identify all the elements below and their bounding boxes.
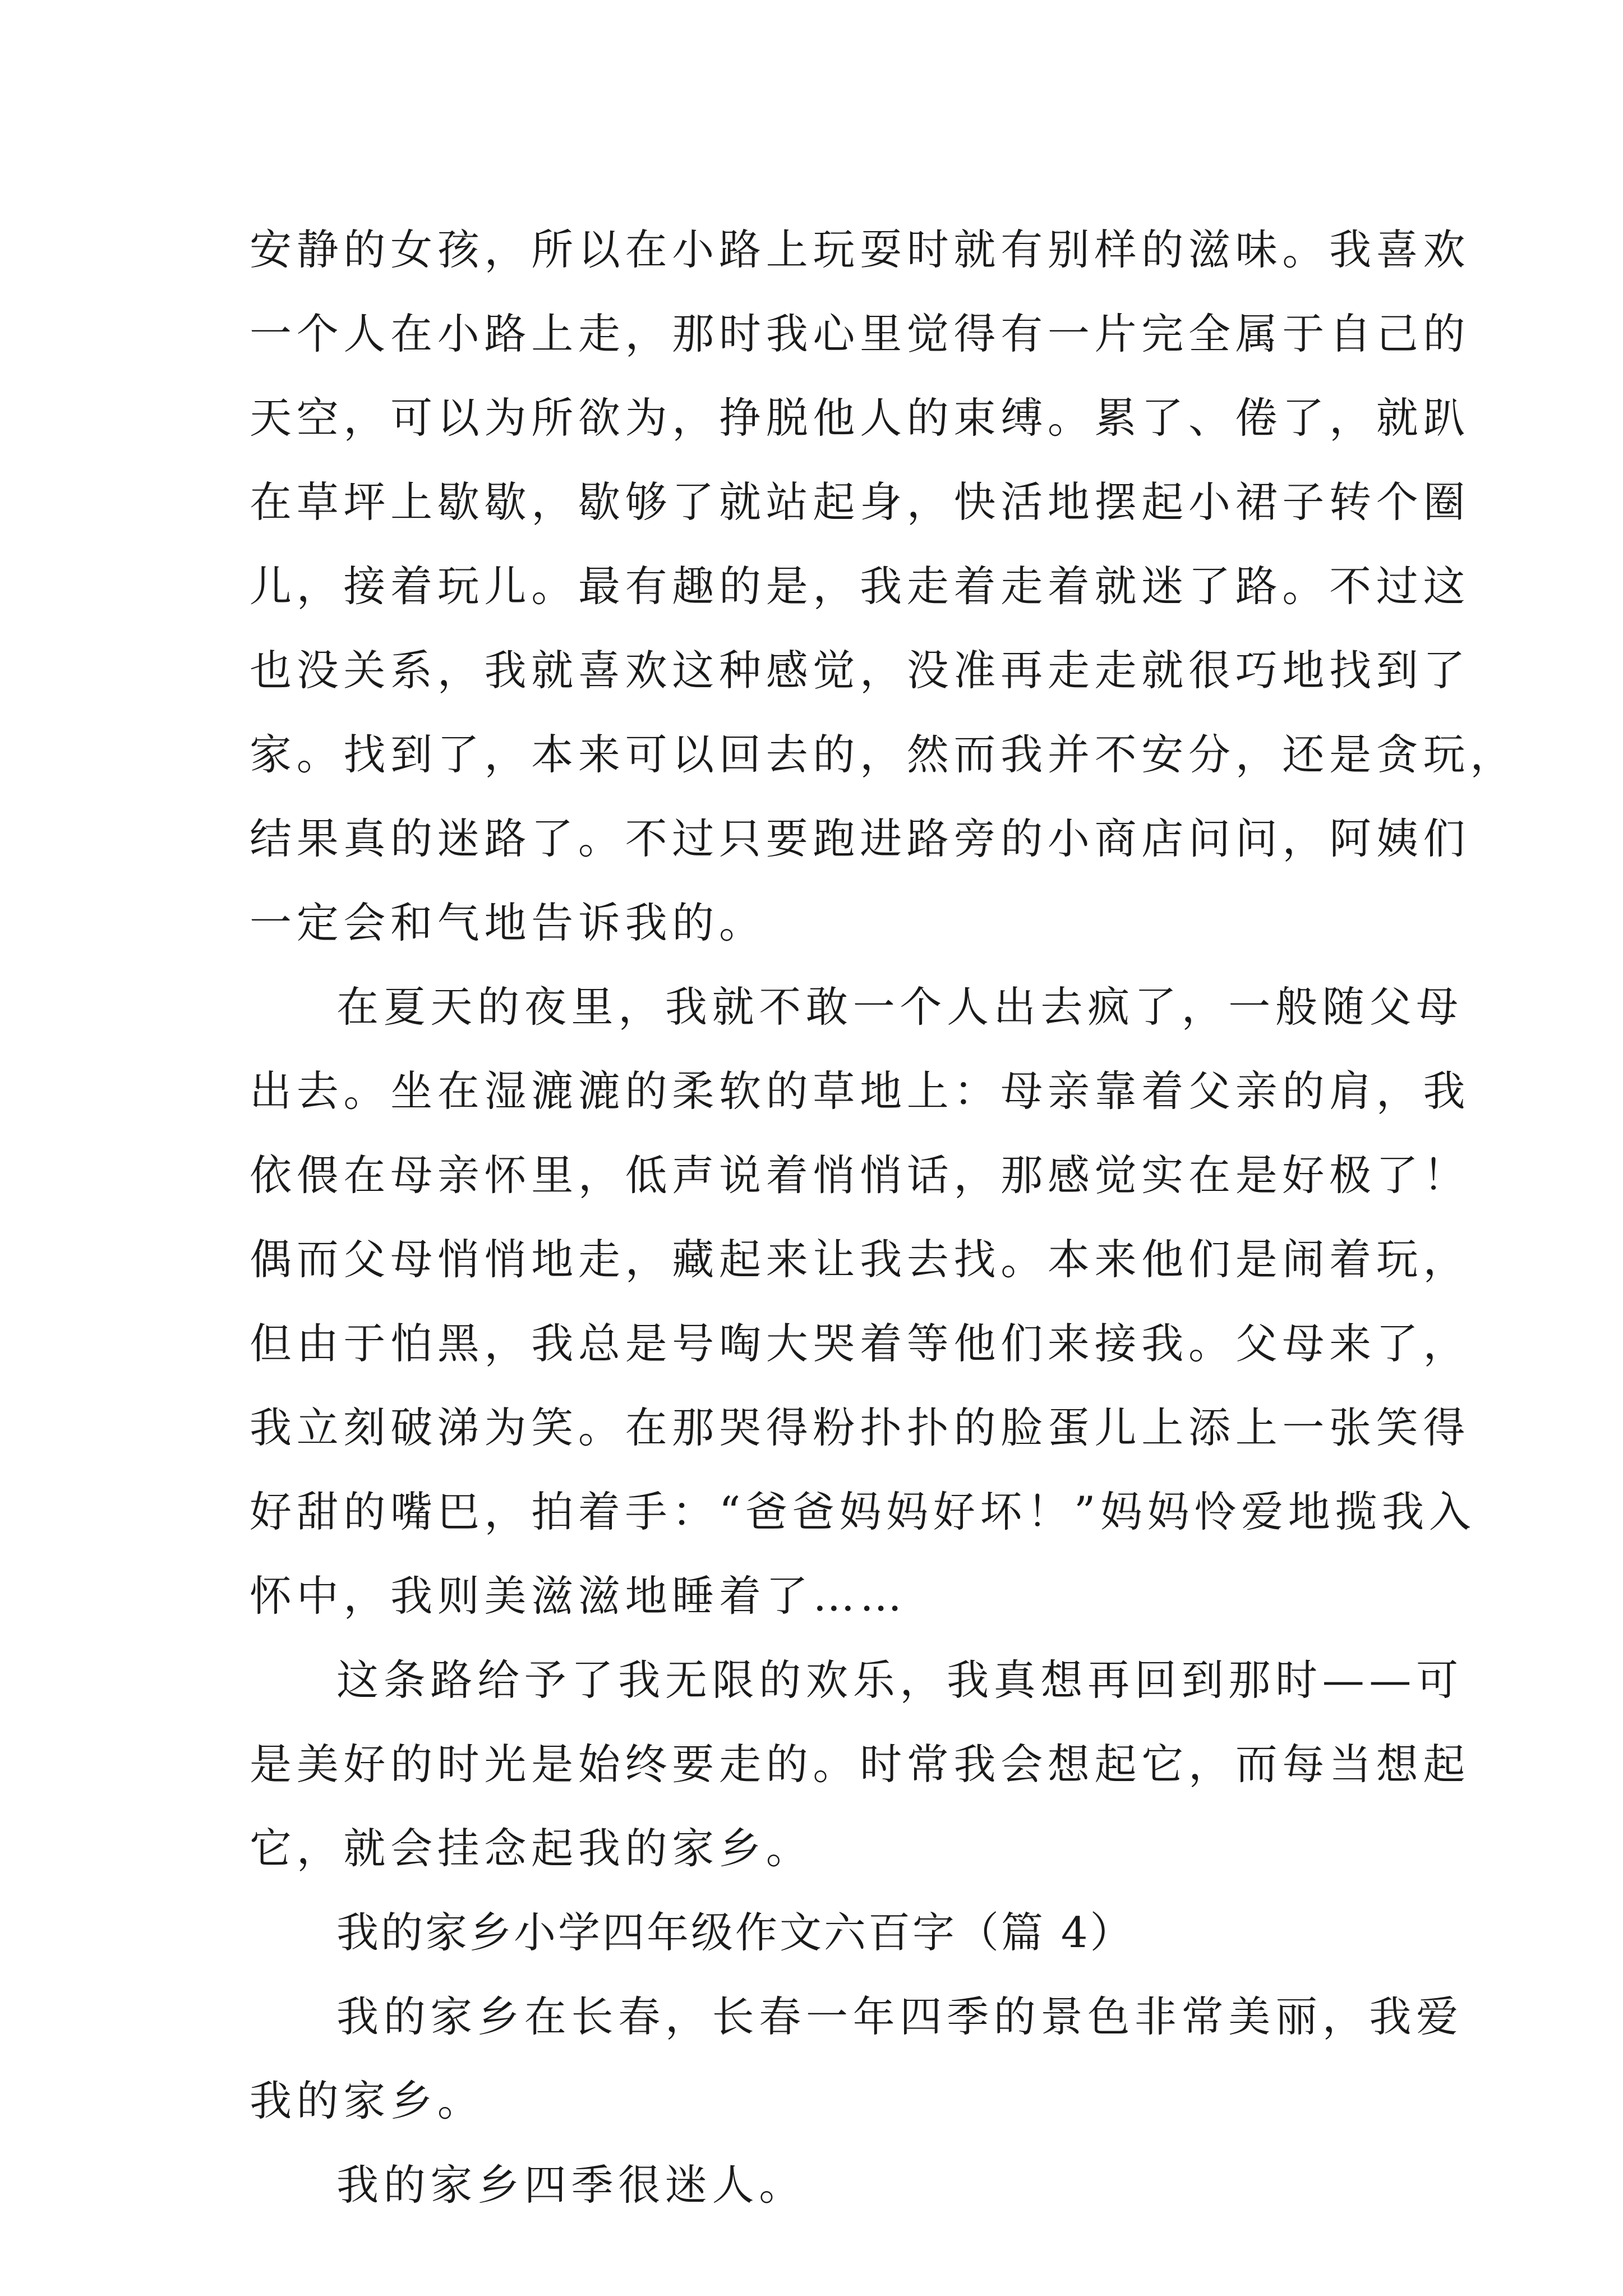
- text-line: 怀中，我则美滋滋地睡着了……: [250, 1571, 907, 1621]
- text-line: 我立刻破涕为笑。在那哭得粉扑扑的脸蛋儿上添上一张笑得: [250, 1403, 1470, 1452]
- text-line: 这条路给予了我无限的欢乐，我真想再回到那时——可: [336, 1655, 1463, 1705]
- text-line: 安静的女孩，所以在小路上玩耍时就有别样的滋味。我喜欢: [250, 225, 1470, 274]
- text-line: 我的家乡在长春，长春一年四季的景色非常美丽，我爱: [336, 1992, 1463, 2041]
- text-line: 是美好的时光是始终要走的。时常我会想起它，而每当想起: [250, 1740, 1470, 1789]
- paragraph-1: [250, 208, 1517, 965]
- section-heading: [250, 1890, 1394, 1975]
- text-line: 出去。坐在湿漉漉的柔软的草地上：母亲靠着父亲的肩，我: [250, 1066, 1470, 1116]
- text-line: 天空，可以为所欲为，挣脱他人的束缚。累了、倦了，就趴: [250, 393, 1470, 443]
- text-line: 偶而父母悄悄地走，藏起来让我去找。本来他们是闹着玩，: [250, 1235, 1470, 1284]
- text-line: 也没关系，我就喜欢这种感觉，没准再走走就很巧地找到了: [250, 646, 1470, 695]
- text-line: 一定会和气地告诉我的。: [250, 898, 766, 947]
- text-line: 儿，接着玩儿。最有趣的是，我走着走着就迷了路。不过这: [250, 562, 1470, 611]
- text-line: 好甜的嘴巴，拍着手：“爸爸妈妈好坏！”妈妈怜爱地揽我入: [250, 1487, 1476, 1536]
- text-line: 依偎在母亲怀里，低声说着悄悄话，那感觉实在是好极了！: [250, 1151, 1470, 1200]
- text-line: 在夏天的夜里，我就不敢一个人出去疯了，一般随父母: [336, 982, 1463, 1032]
- text-line: 家。找到了，本来可以回去的，然而我并不安分，还是贪玩，: [250, 730, 1517, 779]
- paragraph-6: [250, 2143, 1394, 2227]
- text-line: 它，就会挂念起我的家乡。: [250, 1824, 813, 1873]
- text-line: 在草坪上歇歇，歇够了就站起身，快活地摆起小裙子转个圈: [250, 477, 1470, 527]
- text-line: 但由于怕黑，我总是号啕大哭着等他们来接我。父母来了，: [250, 1319, 1470, 1368]
- text-line: 我的家乡。: [250, 2076, 485, 2125]
- text-line: 结果真的迷路了。不过只要跑进路旁的小商店问问，阿姨们: [250, 814, 1470, 863]
- document-body: [250, 208, 1517, 2227]
- text-line: 一个人在小路上走，那时我心里觉得有一片完全属于自己的: [250, 309, 1470, 358]
- text-line: 我的家乡四季很迷人。: [336, 2160, 806, 2210]
- paragraph-3: [250, 1638, 1470, 1890]
- section-title: 我的家乡小学四年级作文六百字（篇 4）: [336, 1908, 1135, 1957]
- paragraph-2: [250, 965, 1476, 1638]
- paragraph-5: [250, 1975, 1463, 2143]
